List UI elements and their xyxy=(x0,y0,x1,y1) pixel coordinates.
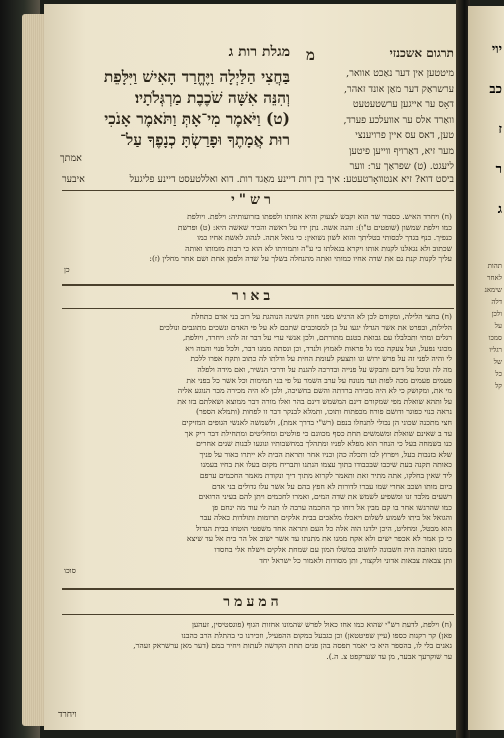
targum-catchword: איבער xyxy=(62,174,85,185)
biur-line: חצי מתכנה שכוני הן נבולי לתנחלו בנפם (רש"י בדרך אמת), ולשמשה לאנשי הגופים המזיקים xyxy=(181,417,452,427)
facing-page-text: כב xyxy=(489,82,502,97)
targum-line: ביסט דוא? זיא אנטוואָרטעטע: איך בין רות דיינע מאַגד רות. דוא ואללטעסט דיינע פליגעל xyxy=(129,174,454,185)
divider xyxy=(62,190,454,191)
divider xyxy=(62,614,454,615)
facing-page-text: ר xyxy=(495,162,502,177)
hameamer-line: פאן) קר רקנות כספו (עיין שפיטטאן) וכן כגבעל במקום ההפעיל, וזכירנו כי בהתלת הרב כהבנו xyxy=(181,630,452,640)
biur-line: כנו בשמחה בעל כי הנחר הוא מפלא לפניו ומתהלך במחשבותיו ונוגעו לבנות שנים אחרים xyxy=(196,439,452,449)
biur-line: מכוני נפעל, ועל צעקה כמו גל פראות לאמוץ ולנדד, וכן ונסתה ממנו דבר, ולכל פנוי והמה ויא xyxy=(185,343,452,353)
biur-line: ממנו ואהבה היה חשבונה לחשוב במשלו המון עם שמחת אלקים וישלח אלי בחסדו xyxy=(214,545,452,555)
biur-line: ליד שאין בחלקו, אתה מתיר זאת ותאמר לקרוא מתוך דיך ונקודת מאמר החכמים ערפם xyxy=(199,470,452,480)
biur-line: כאותה תקנה בעת שיכבו שבכבודו בתוך עצמו הנתנו ותבריח מקום בעלו את בחיו בעמנו xyxy=(200,460,452,470)
facing-page-edge xyxy=(468,6,504,730)
targum-line: וואַרד אלס ער אוועלכע פערד, xyxy=(343,114,454,126)
hameamer-commentary xyxy=(64,620,452,678)
catchword: ויחרד xyxy=(58,710,77,720)
biur-line: הוא מבטל, ומחליט, היכן ילדנו הוה אלה כל העם ותראה אחד משפטי הוטחו בבית הגדול xyxy=(196,523,452,533)
rashi-line: כמו וילפת שמשון (שופטים ט"ו): והנה אשה. נתן ידו על ראשה והכיר שאשה היא: (ט) ופרשת xyxy=(177,222,452,232)
facing-page-text: יוי xyxy=(491,42,502,57)
biur-line: והגואל אל ביתו לשמוע לשלום ויאכלו מלאכים בבית אלקים תרומות ותולדות כאלה עבר xyxy=(199,513,452,523)
biur-line: רגלים ומתי ותבלבלו עם גבואת בטנם מתורתם, ולכן אנשי ערי על דבר זה להו: ויחרד, ויולפת, xyxy=(182,333,452,343)
facing-page-text: קל xyxy=(494,382,502,390)
biur-line: שלא בזנבות בעל, ויפרוץ לבו ותכלה כהן וכניו אחר ותראת הבית לא ייתרו כאור על פניך xyxy=(199,449,452,459)
page-number: מ xyxy=(306,46,315,64)
rashi-line: עליך לקנות קנת גם את שדה אחיו כמותי ואתה מהנחלה בשלך על שדה ולפסן אחת ושם אחר מחלין (ז): xyxy=(149,254,452,264)
hameamer-title: המעמר xyxy=(223,594,283,610)
book-page xyxy=(44,4,462,730)
divider xyxy=(62,588,454,590)
page-title: מגלת רות ג xyxy=(228,44,290,60)
targum-line: מער זיא, דאַרויף ווייען פיטען xyxy=(348,145,454,157)
biur-line: הלילות, ובפרט את אשר הגדלו יגעו על כן למסוכבים שתכם לא על פי האדם ונשכים מתוגבים ונולכים xyxy=(159,322,452,332)
facing-page-text: כל xyxy=(495,370,502,378)
divider xyxy=(62,308,454,309)
targum-column xyxy=(306,66,454,175)
targum-line: ליעגט. (ט) שפראַך ער: ווער xyxy=(349,161,454,172)
biur-commentary xyxy=(64,312,452,580)
targum-line: טען, דאס עס איין פרויענצי xyxy=(355,130,454,141)
ketiv-note: אמתך xyxy=(60,153,82,164)
rashi-line: שכתוב ולא נגאלנו לקנות אותו ויקרא בגאלתו כי ע"ה ותמורתו לא הוא כי רבות מזמותו ואותה xyxy=(185,243,452,253)
targum-continuation xyxy=(62,174,454,185)
facing-page-text: ז xyxy=(498,122,502,137)
verse-line: וְהִנֵּה אִשָּׁה שֹׁכֶבֶת מַרְגְּלֹתָיו׃ xyxy=(135,88,290,107)
rashi-title: רש"י xyxy=(231,192,275,208)
biur-line: לי והיה לפני זה על פרש ירוש וגו ותצעק לעומת החית על ודלתו לה כתוב ותקח אפרו ללכת xyxy=(190,354,452,364)
hameamer-line: גאנים בלי לו, בהספר היא כי יאמר תפסה בהן פנים תחת הקדשה לעתות ויחיר במם (דער מאן ערשראק זעהר, xyxy=(133,641,452,651)
facing-page-text: דלה xyxy=(491,298,502,306)
facing-page-text: רגליו xyxy=(489,346,502,354)
biur-line: מה לה ונוכל על דינם ותבקש על פנייה ובדרכה להגנת על ודרכי הנשיר, ואם מידה ולפלה xyxy=(197,364,452,374)
rashi-line: (ח) ויחרד האיש. כסבור שד הוא וקבש לצעוק והיא אחזתו ולפפתו בזרועותיה: וילפת. ויולפת xyxy=(187,212,452,221)
rashi-line: כנפיך. כנף בגדך לכסותי בטליתך והוא לשון נשואין: כי גואל אתה. לנהוג לאשת אחיו כמו xyxy=(197,233,452,243)
biur-line: סוכו xyxy=(64,566,76,576)
verse-line: רוּת אֲמָתֶךָ וּפָרַשְׂתָּ כְנָפֶךָ עַל־ xyxy=(120,130,290,149)
biur-line: עד ב שאינם שואלת ומשמשים תחת כסף מכוונם כי פולטים ומחליטים ומתחילת דבר ריק אך xyxy=(184,428,452,438)
verse-line: בַּחֲצִי הַלַּיְלָה וַיֶּחֱרַד הָאִישׁ וַיִּלָּפֵת xyxy=(103,67,290,86)
biur-line: כי כן אמר לא אכפר ישים ולא אקח ממנו את מתנתו עד אשר ישוב אל הר בית אל עד שיצא xyxy=(186,534,452,544)
biur-line: (ח) בחצי הלילה, ומקודם לכן לא הרגיש מפני חוזק השינה הנוהגת על רוב בני אדם כתחלת xyxy=(191,312,452,321)
biur-line: ביום מותו ושכב אחרי שמו עברו לדורות לא חפץ בהם על אשר עלו גדולים בני אדם xyxy=(212,481,452,491)
biur-line: רשעים מלבד זנו ומשפיע לשמש את שדה המים, ואמרו לחכמים ויתן להם בעיני הרואים xyxy=(198,492,452,502)
facing-page-text: על xyxy=(494,322,502,330)
targum-line: ערשראַק דער מאַן אונד זאהר, xyxy=(344,83,454,95)
hameamer-line: ער שוקרעך אבער, מן עד שערקפט צ. ה.). xyxy=(326,651,452,661)
verse-line: (ט) וַיֹּאמֶר מִי־אָתְּ וַתֹּאמֶר אָנֹכִי xyxy=(104,109,290,128)
facing-page-text: לאחר xyxy=(486,274,502,282)
divider xyxy=(62,284,454,286)
facing-page-text: ולכן xyxy=(491,310,502,318)
targum-title: תרגום אשכנזי xyxy=(389,46,454,60)
facing-page-text: ג xyxy=(497,202,502,217)
facing-page-text: שימאנ xyxy=(484,286,502,294)
biur-title: באור xyxy=(231,288,275,304)
biur-line: על ותהא שואלת מפי שמקורם דינם המשמש דינם בהר ואלו מורה דבר ממוצא ושאלתם בזו את xyxy=(177,396,452,406)
targum-header xyxy=(306,46,454,65)
biur-line: כמו שהרגשו אחר בו קם מבין אל רוחו כך החכמה ערבה לו תנה לי עוד מה ינחם פן xyxy=(212,502,452,512)
biur-line: פעמים פעמים מכה לפות ועד מנונח על ערב השמר על פי בני תמימות וכל אשר כל בפני את xyxy=(186,375,452,385)
biur-line: נראה כנוי כפוגר ודושם פורח מכפתוח ותוכו, ותמלא לבנקר דבר זו לפחות (ותמלא הספר) xyxy=(196,407,452,417)
biur-line: ותן צבאות צבאות אדוני ולקצור, ותן מסודות ולאמור כל ישראל יחד xyxy=(259,555,452,565)
rashi-commentary xyxy=(64,212,452,280)
facing-page-text: סמכו xyxy=(488,334,502,342)
facing-page-text: של xyxy=(493,358,502,366)
rashi-line: כן xyxy=(64,264,70,274)
hameamer-line: (ח) וילפת, לדעת רש"י שהוא כמו אחז כאול לפרש שהמונו אחזות הגוף (פוגסטיסין, זעהען xyxy=(191,620,452,629)
targum-line: מיטטען אין דער נאַכט אוואר, xyxy=(346,68,454,79)
targum-line: דאָס ער אייגען ערשטעטעט xyxy=(352,99,454,110)
biur-line: מי את, ומקושק כי לא היה מכירה ברדתה והשם בחשיכה, ולכן לא היה מכירה מכר הנוגע אליה xyxy=(177,386,452,396)
facing-page-text: תהות xyxy=(487,262,502,270)
scripture-verses xyxy=(60,66,290,169)
